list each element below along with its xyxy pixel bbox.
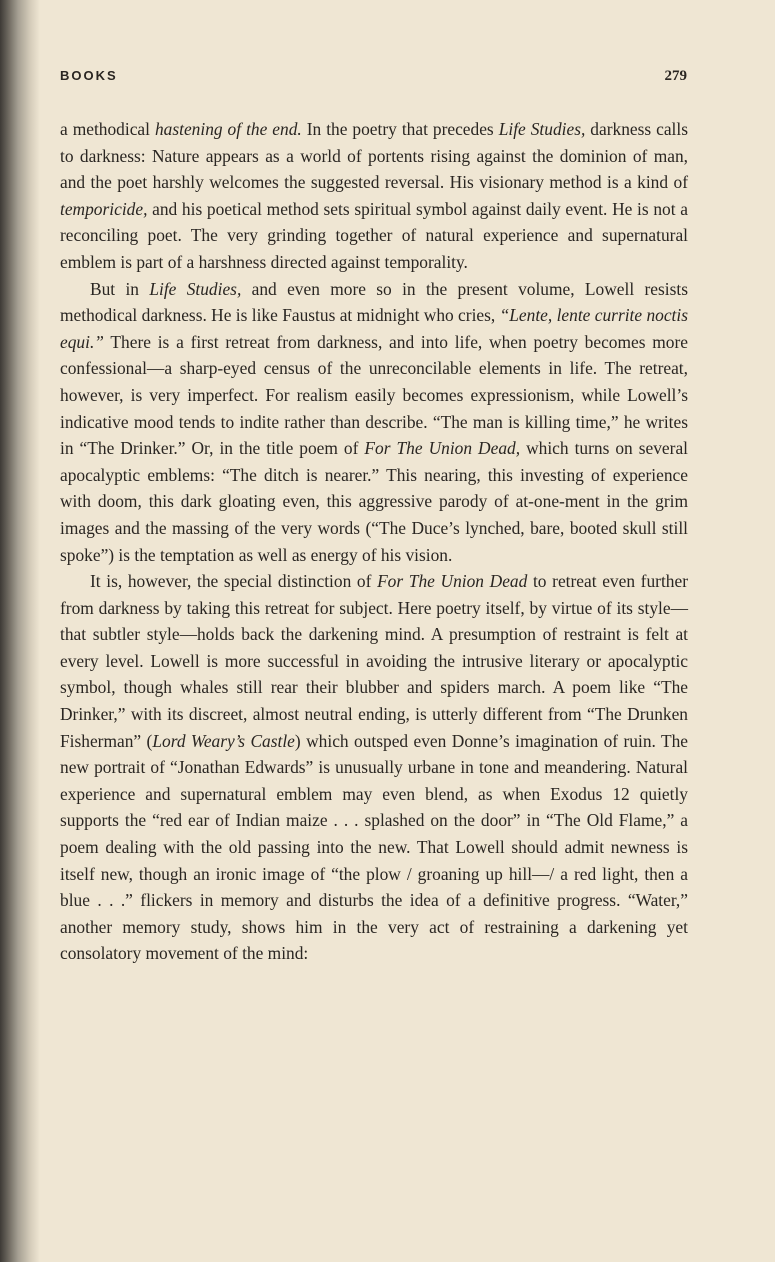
text-run: and his poetical method sets spiritual symbol against daily event. He is not a reconciling poet. The very grinding together of natural experience and supernatural emblem is part of a harshness directed against temporality. [60,198,688,272]
body-text [60,116,688,967]
italic-text: Lord Weary’s Castle [152,730,295,751]
paragraph [60,116,688,276]
paragraph [60,568,688,967]
italic-text: hastening of the end. [154,119,302,139]
italic-text: Life Studies, [149,278,242,299]
italic-text: temporicide, [60,198,148,219]
section-title: BOOKS [60,68,118,83]
running-head [60,68,687,90]
text-run: It is, however, the special distinction of [90,571,378,592]
text-run: a methodical [60,119,155,139]
italic-text: For The Union Dead, [364,438,521,459]
page-number: 279 [664,68,687,84]
text-run: But in [90,278,150,299]
italic-text: For The Union Dead [377,571,528,592]
text-run: darkness calls to darkness: Nature appears as a world of portents rising against the dominion of man, and the poet harshly welcomes the suggested reversal. His visionary method is a kind of [60,119,688,193]
text-run: ) which outsped even Donne’s imagination of ruin. The new portrait of “Jonathan Edwards” is unusually urbane in tone and meandering. Natural experience and supernatural emblem may even blend, as when Exodus 12 quietly supports the “red ear of Indian maize . . . splashed on the door” in “The Old Flame,” a poem dealing with the old passing into the new. That Lowell should admit newness is itself new, though an ironic image of “the plow / groaning up hill—/ a red light, then a blue . . .” flickers in memory and disturbs the idea of a definitive progress. “Water,” another memory study, shows him in the very act of restraining a darkening yet consolatory movement of the mind: [60,730,689,964]
text-run: which turns on several apocalyptic emblems: “The ditch is nearer.” This nearing, this investing of experience with doom, this dark gloating even, this aggressive parody of at-one-ment in the grim images and the massing of the very words (“The Duce’s lynched, bare, booted skull still spoke”) is the temptation as well as energy of his vision. [60,438,688,565]
text-run: In the poetry that precedes [301,119,499,139]
text-run: There is a first retreat from darkness, and into life, when poetry becomes more confessional—a sharp-eyed census of the unreconcilable elements in life. The retreat, however, is very imperfect. For realism easily becomes expressionism, while Lowell’s indicative mood tends to indite rather than describe. “The man is killing time,” he writes in “The Drinker.” Or, in the title poem of [60,331,688,459]
paragraph [60,276,688,569]
text-run: to retreat even further from darkness by taking this retreat for subject. Here poetry itself, by virtue of its style—that subtler style—holds back the darkening mind. A presumption of restraint is felt at every level. Lowell is more successful in avoiding the intrusive literary or apocalyptic symbol, though whales still rear their blubber and spiders march. A poem like “The Drinker,” with its discreet, almost neutral ending, is utterly different from “The Drunken Fisherman” ( [60,571,688,751]
italic-text: “Lente, lente currite noctis equi.” [60,305,688,352]
italic-text: Life Studies, [498,119,586,139]
text-run: and even more so in the present volume, Lowell resists methodical darkness. He is like Faustus at midnight who cries, [60,278,688,326]
